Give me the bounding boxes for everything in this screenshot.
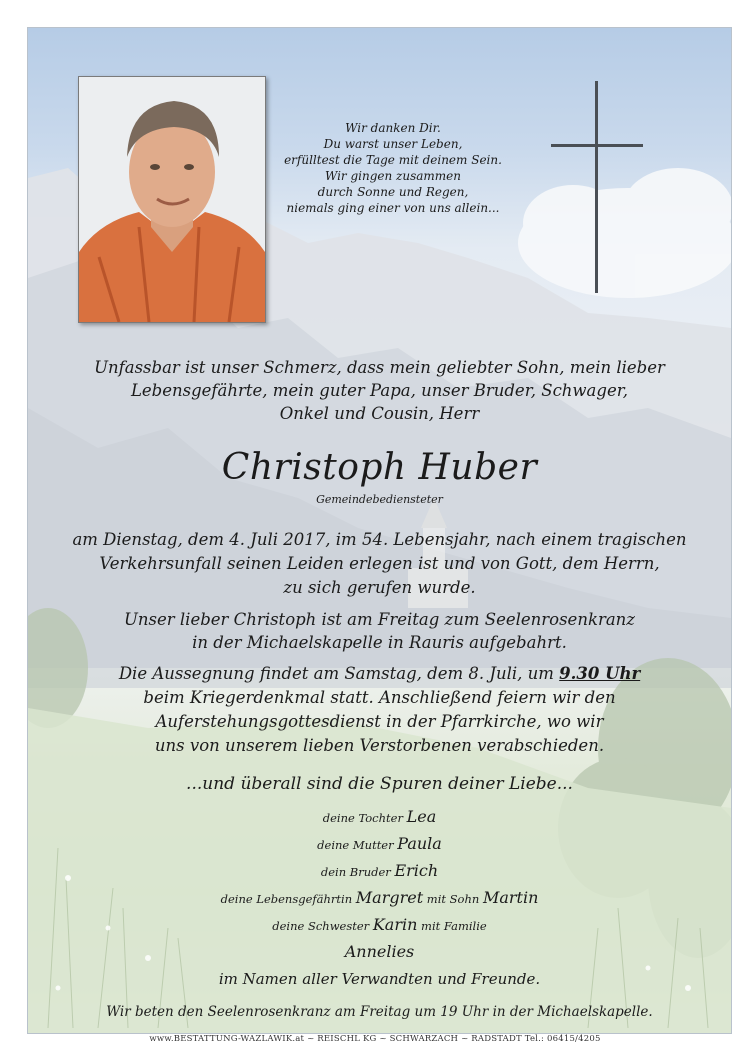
mourner-name: Lea [406,807,437,826]
mourner-final: im Namen aller Verwandten und Freunde. [218,970,541,988]
obituary-card [27,27,732,1034]
mourner-name: Paula [397,834,442,853]
intro-text [28,356,731,425]
intro-line: Onkel und Cousin, Herr [279,404,480,423]
mourner-row [28,912,731,939]
intro-line: Lebensgefährte, mein guter Papa, unser Bruder, Schwager, [130,381,629,400]
mourner-name: Margret [355,888,424,907]
mourner-relation: dein Bruder [320,865,395,879]
mourner-row [28,858,731,885]
deceased-name: Christoph Huber [221,447,538,488]
death-line: am Dienstag, dem 4. Juli 2017, im 54. Lebensjahr, nach einem tragischen [72,530,687,549]
mourner-relation: deine Schwester [272,919,373,933]
mourner-relation: mit Familie [417,919,487,933]
death-notice [28,528,731,600]
mourner-relation: deine Mutter [317,838,398,852]
cross-icon [551,81,643,293]
funeral-line: beim Kriegerdenkmal statt. Anschließend feiern wir den [143,688,616,707]
death-line: zu sich gerufen wurde. [283,578,476,597]
rosary-line: Unser lieber Christoph ist am Freitag zum Seelenrosenkranz [124,610,635,629]
funeral-time: 9.30 Uhr [559,664,641,683]
mourner-row [28,804,731,831]
funeral-notice [28,662,731,758]
mourner-relation: deine Tochter [322,811,407,825]
mourner-row [28,885,731,912]
poem [278,120,508,216]
poem-line: durch Sonne und Regen, [317,185,469,199]
funeral-line: uns von unserem lieben Verstorbenen verabschieden. [154,736,605,755]
rosary-time-note: Wir beten den Seelenrosenkranz am Freitag um 19 Uhr in der Michaelskapelle. [106,1004,653,1020]
mourner-extra: Annelies [344,942,415,961]
mourner-relation: deine Lebensgefährtin [220,892,356,906]
deceased-role: Gemeindebediensteter [316,493,443,506]
death-line: Verkehrsunfall seinen Leiden erlegen ist und von Gott, dem Herrn, [99,554,660,573]
portrait-photo [78,76,266,323]
mourner-name: Karin [372,915,418,934]
mourner-relation: mit Sohn [423,892,483,906]
poem-line: niemals ging einer von uns allein... [286,201,500,215]
funeral-line [28,662,731,686]
mourner-name: Martin [482,888,539,907]
poem-line: erfülltest die Tage mit deinem Sein. [284,153,502,167]
poem-line: Wir gingen zusammen [324,169,462,183]
mourner-row [28,831,731,858]
funeral-line-start: Die Aussegnung findet am Samstag, dem 8. Juli, um [118,664,560,683]
mourners-list [28,804,731,994]
poem-line: Wir danken Dir. [345,121,441,135]
funeral-line: Auferstehungsgottesdienst in der Pfarrkirche, wo wir [155,712,604,731]
closing-quote: ...und überall sind die Spuren deiner Liebe... [186,774,573,794]
rosary-line: in der Michaelskapelle in Rauris aufgebahrt. [192,633,567,652]
rosary-notice [28,608,731,654]
mourner-name: Erich [394,861,439,880]
poem-line: Du warst unser Leben, [323,137,463,151]
footer-imprint: www.BESTATTUNG-WAZLAWIK.at ~ REISCHL KG ~ SCHWARZACH ~ RADSTADT Tel.: 06415/4205 [149,1034,601,1044]
intro-line: Unfassbar ist unser Schmerz, dass mein geliebter Sohn, mein lieber [94,358,665,377]
